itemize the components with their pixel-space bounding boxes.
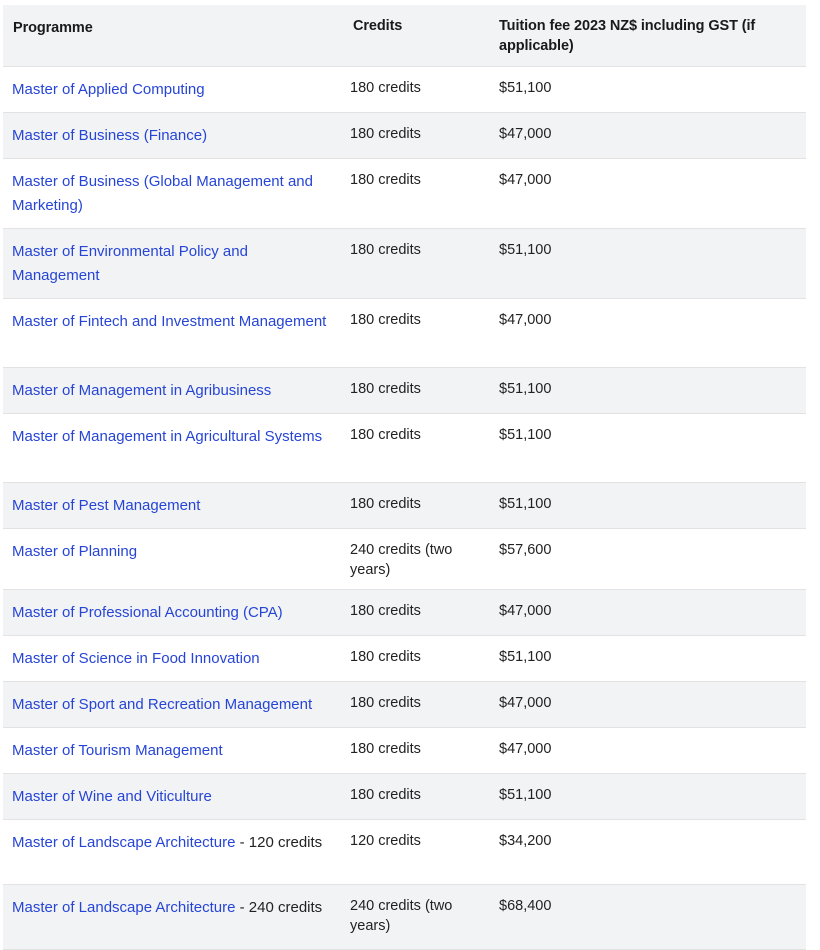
programme-cell [3,228,339,298]
table-row [3,112,806,158]
fee-cell: $34,200 [491,819,806,884]
programme-link[interactable]: Master of Wine and Viticulture [12,787,212,805]
programme-credit-note: - 240 credits [235,898,323,916]
programme-link[interactable]: Master of Applied Computing [12,80,205,98]
table-body [3,66,806,949]
credits-column-header: Credits [339,5,491,66]
table-row [3,528,806,589]
table-row [3,884,806,949]
programme-cell [3,158,339,228]
programme-cell [3,884,339,949]
table-row [3,635,806,681]
fee-cell: $51,100 [491,413,806,482]
credits-cell: 180 credits [339,681,491,727]
programme-cell [3,681,339,727]
programme-link[interactable]: Master of Landscape Architecture [12,898,236,916]
credits-cell: 240 credits (two years) [339,884,491,949]
programme-link[interactable]: Master of Pest Management [12,496,201,514]
programme-link[interactable]: Master of Landscape Architecture [12,833,236,851]
table-header [3,5,806,66]
programme-link[interactable]: Master of Science in Food Innovation [12,649,260,667]
credits-cell: 180 credits [339,589,491,635]
programme-link[interactable]: Master of Fintech and Investment Management [12,312,327,330]
credits-cell: 120 credits [339,819,491,884]
fee-cell: $51,100 [491,228,806,298]
table-row [3,681,806,727]
table-row [3,298,806,367]
table-row [3,819,806,884]
tuition-fee-table [3,5,806,950]
programme-cell [3,773,339,819]
fee-cell: $51,100 [491,482,806,528]
fee-cell: $47,000 [491,112,806,158]
programme-link[interactable]: Master of Management in Agribusiness [12,381,272,399]
credits-cell: 180 credits [339,298,491,367]
programme-link[interactable]: Master of Management in Agricultural Systems [12,427,323,445]
table-row [3,158,806,228]
fee-cell: $47,000 [491,298,806,367]
table-row [3,367,806,413]
programme-cell [3,482,339,528]
programme-cell [3,528,339,589]
credits-cell: 180 credits [339,635,491,681]
programme-column-header: Programme [3,5,339,66]
table-row [3,727,806,773]
programme-link[interactable]: Master of Planning [12,542,138,560]
fee-cell: $68,400 [491,884,806,949]
programme-cell [3,367,339,413]
programme-link[interactable]: Master of Professional Accounting (CPA) [12,603,283,621]
programme-cell [3,819,339,884]
table-row [3,589,806,635]
fee-cell: $57,600 [491,528,806,589]
credits-cell: 180 credits [339,367,491,413]
fee-cell: $51,100 [491,367,806,413]
credits-cell: 180 credits [339,482,491,528]
programme-cell [3,298,339,367]
programme-link[interactable]: Master of Tourism Management [12,741,223,759]
credits-cell: 180 credits [339,727,491,773]
credits-cell: 180 credits [339,66,491,112]
programme-cell [3,66,339,112]
fee-cell: $47,000 [491,681,806,727]
programme-link[interactable]: Master of Business (Finance) [12,126,208,144]
table-row [3,482,806,528]
programme-credit-note: - 120 credits [235,833,323,851]
table-row [3,228,806,298]
fee-cell: $51,100 [491,773,806,819]
credits-cell: 180 credits [339,773,491,819]
fee-cell: $51,100 [491,66,806,112]
fee-cell: $51,100 [491,635,806,681]
table-row [3,413,806,482]
credits-cell: 180 credits [339,158,491,228]
credits-cell: 240 credits (two years) [339,528,491,589]
header-row [3,5,806,66]
fee-cell: $47,000 [491,727,806,773]
credits-cell: 180 credits [339,228,491,298]
programme-link[interactable]: Master of Sport and Recreation Management [12,695,313,713]
credits-cell: 180 credits [339,112,491,158]
credits-cell: 180 credits [339,413,491,482]
programme-link[interactable]: Master of Environmental Policy and Management [12,242,248,284]
table-row [3,773,806,819]
fee-column-header: Tuition fee 2023 NZ$ including GST (if applicable) [491,5,806,66]
programme-cell [3,589,339,635]
programme-cell [3,635,339,681]
programme-cell [3,413,339,482]
programme-cell [3,112,339,158]
fee-cell: $47,000 [491,158,806,228]
table-row [3,66,806,112]
programme-link[interactable]: Master of Business (Global Management and Marketing) [12,172,313,214]
programme-cell [3,727,339,773]
fee-cell: $47,000 [491,589,806,635]
